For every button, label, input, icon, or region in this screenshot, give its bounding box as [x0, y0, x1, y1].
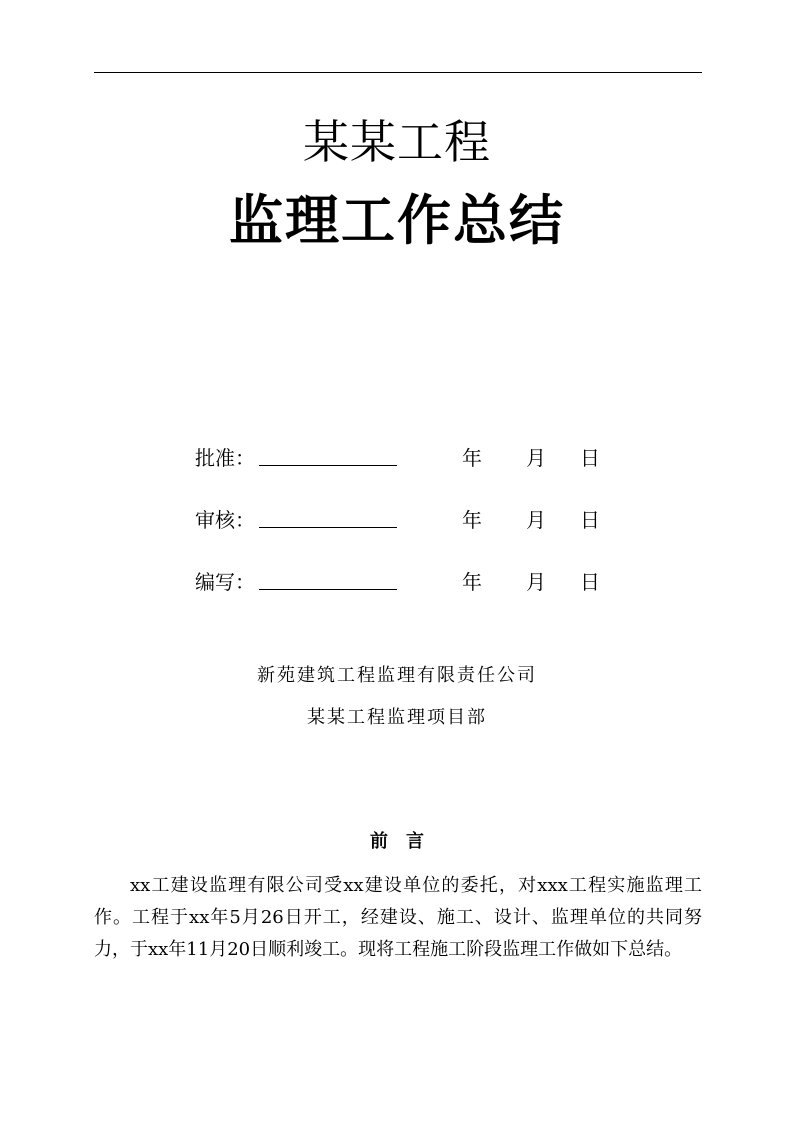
date-day-label: 日 — [580, 446, 600, 470]
signature-row-review — [0, 505, 794, 535]
project-department: 某某工程监理项目部 — [307, 707, 487, 728]
signature-label: 批准： — [195, 446, 255, 470]
signature-blank-line — [259, 465, 397, 466]
signature-label: 审核： — [195, 508, 255, 532]
document-title: 监理工作总结 — [229, 189, 565, 252]
date-day-label: 日 — [580, 570, 600, 594]
preface-heading: 前言 — [370, 831, 442, 852]
date-year-label: 年 — [462, 508, 482, 532]
project-title: 某某工程 — [303, 115, 491, 169]
date-year-label: 年 — [462, 446, 482, 470]
preface-paragraph: xx工建设监理有限公司受xx建设单位的委托，对xxx工程实施监理工作。工程于xx年5月26日开工，经建设、施工、设计、监理单位的共同努力，于xx年11月20日顺利竣工。现将工程施工阶段监理工作做如下总结。 — [94, 875, 702, 960]
date-month-label: 月 — [526, 446, 546, 470]
signature-blank-line — [259, 589, 397, 590]
date-month-label: 月 — [526, 508, 546, 532]
signature-label: 编写： — [195, 570, 255, 594]
company-name: 新苑建筑工程监理有限责任公司 — [257, 665, 537, 686]
signature-blank-line — [259, 527, 397, 528]
date-day-label: 日 — [580, 508, 600, 532]
signature-row-author — [0, 567, 794, 597]
signature-row-approve — [0, 443, 794, 473]
date-year-label: 年 — [462, 570, 482, 594]
date-month-label: 月 — [526, 570, 546, 594]
header-rule — [94, 72, 702, 73]
